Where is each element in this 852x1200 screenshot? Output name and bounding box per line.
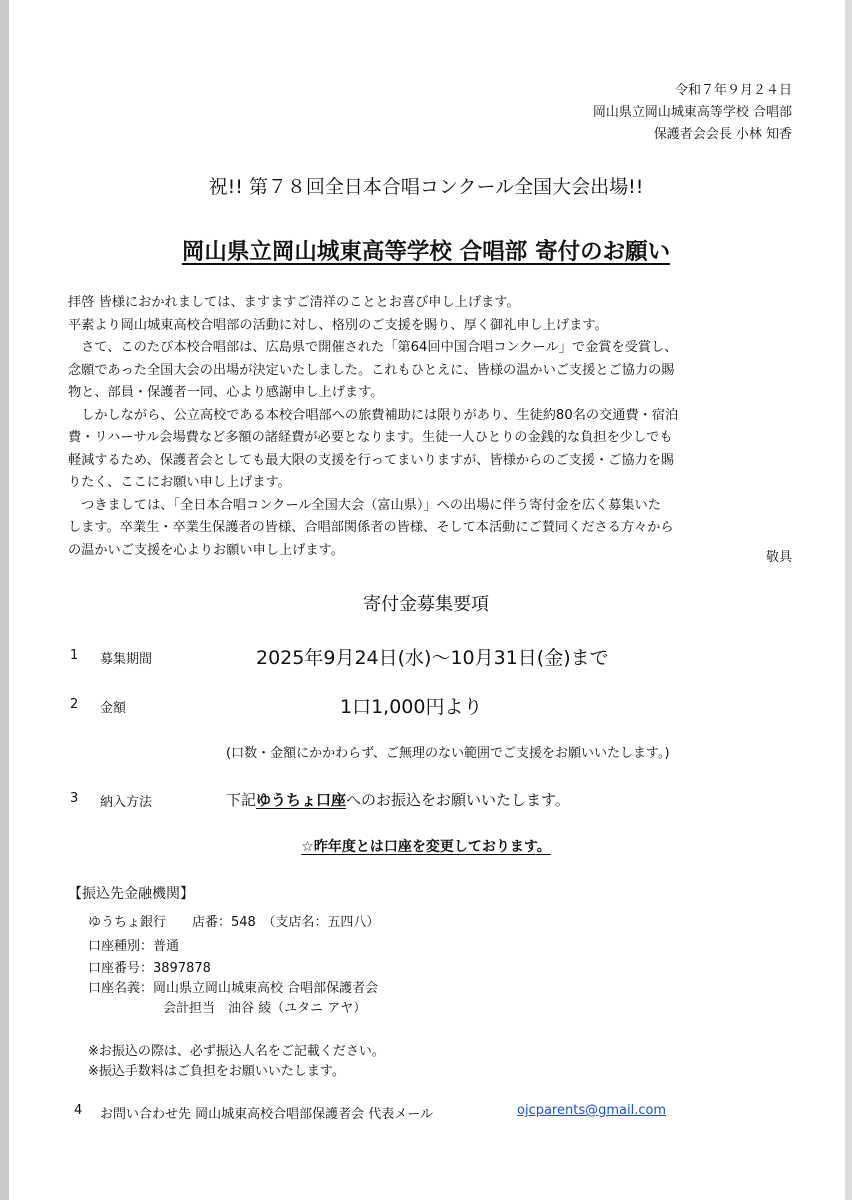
item-number: 1: [70, 648, 79, 663]
body-line: 軽減するため、保護者会としても最大限の支援を行ってまいりますが、皆様からのご支援・ご協力を賜: [68, 452, 675, 468]
body-line: しかしながら、公立高校である本校合唱部への旅費補助には限りがあり、生徒約80名の交通費・宿泊: [68, 407, 679, 423]
body-line: さて、このたび本校合唱部は、広島県で開催された「第64回中国合唱コンクール」で金賞を受賞し、: [68, 340, 678, 355]
method-highlight: ゆうちょ口座: [256, 791, 347, 809]
header-sender: 保護者会会長 小林 知香: [653, 127, 792, 142]
subtitle: 祝!! 第７８回全日本合唱コンクール全国大会出場!!: [208, 176, 644, 198]
body-line: 費・リハーサル会場費など多額の諸経費が必要となります。生徒一人ひとりの金銭的な負担を少しでも: [68, 430, 673, 445]
page-title: 岡山県立岡山城東高等学校 合唱部 寄付のお願い: [181, 239, 671, 265]
body-line: 拝啓 皆様におかれましては、ますますご清祥のこととお喜び申し上げます。: [68, 295, 520, 310]
account-name-contact: 会計担当 油谷 綾（ユタニ アヤ）: [163, 1001, 367, 1016]
body-line: 平素より岡山城東高校合唱部の活動に対し、格別のご支援を賜り、厚く御礼申し上げます。: [68, 317, 608, 333]
method-prefix: 下記: [226, 791, 257, 809]
account-number: 口座番号：3897878: [88, 961, 211, 976]
item-number: 2: [70, 697, 79, 712]
bank-heading: 【振込先金融機関】: [68, 886, 194, 902]
transfer-note: ※お振込の際は、必ず振込人名をご記載ください。: [88, 1044, 385, 1059]
item-label-amount: 金額: [100, 701, 127, 716]
closing: 敬具: [765, 550, 792, 565]
account-change-notice: ☆昨年度とは口座を変更しております。: [301, 839, 551, 855]
item-label-period: 募集期間: [100, 652, 153, 667]
method-suffix: へのお振込をお願いいたします。: [346, 791, 570, 809]
header-org: 岡山県立岡山城東高等学校 合唱部: [592, 105, 792, 120]
period-value: 2025年9月24日(水)〜10月31日(金)まで: [256, 647, 609, 669]
account-type: 口座種別：普通: [88, 939, 180, 954]
body-line: つきましては、「全日本合唱コンクール全国大会（富山県）」への出場に伴う寄付金を広く募集いた: [68, 497, 661, 513]
letter-header: [593, 80, 792, 146]
method-value: [226, 789, 570, 810]
body-line: 物と、部員・保護者一同、心より感謝申し上げます。: [68, 385, 384, 400]
contact-email-link[interactable]: ojcparents@gmail.com: [517, 1103, 667, 1118]
body-line: します。卒業生・卒業生保護者の皆様、合唱部関係者の皆様、そして本活動にご賛同くださる方々から: [68, 520, 674, 535]
letter-body: [68, 292, 795, 562]
item-number: 3: [70, 791, 79, 806]
item-label-method: 納入方法: [100, 795, 153, 810]
amount-note: (口数・金額にかかわらず、ご無理のない範囲でご支援をお願いいたします。): [226, 746, 670, 761]
amount-value: 1口1,000円より: [340, 696, 483, 718]
body-line: 念願であった全国大会の出場が決定いたしました。これもひとえに、皆様の温かいご支援とご協力の賜: [68, 362, 675, 378]
bank-line: ゆうちょ銀行 店番：548 （支店名：五四八）: [88, 915, 380, 930]
header-date: 令和７年９月２４日: [674, 83, 792, 98]
body-line: の温かいご支援を心よりお願い申し上げます。: [68, 542, 344, 558]
body-line: りたく、ここにお願い申し上げます。: [68, 475, 291, 490]
account-name: 口座名義：岡山県立岡山城東高校 合唱部保護者会: [88, 981, 379, 996]
section-title: 寄付金募集要項: [363, 594, 489, 615]
item-number: 4: [74, 1103, 83, 1118]
fee-note: ※振込手数料はご負担をお願いいたします。: [88, 1064, 345, 1079]
contact-label: お問い合わせ先 岡山城東高校合唱部保護者会 代表メール: [100, 1107, 434, 1122]
